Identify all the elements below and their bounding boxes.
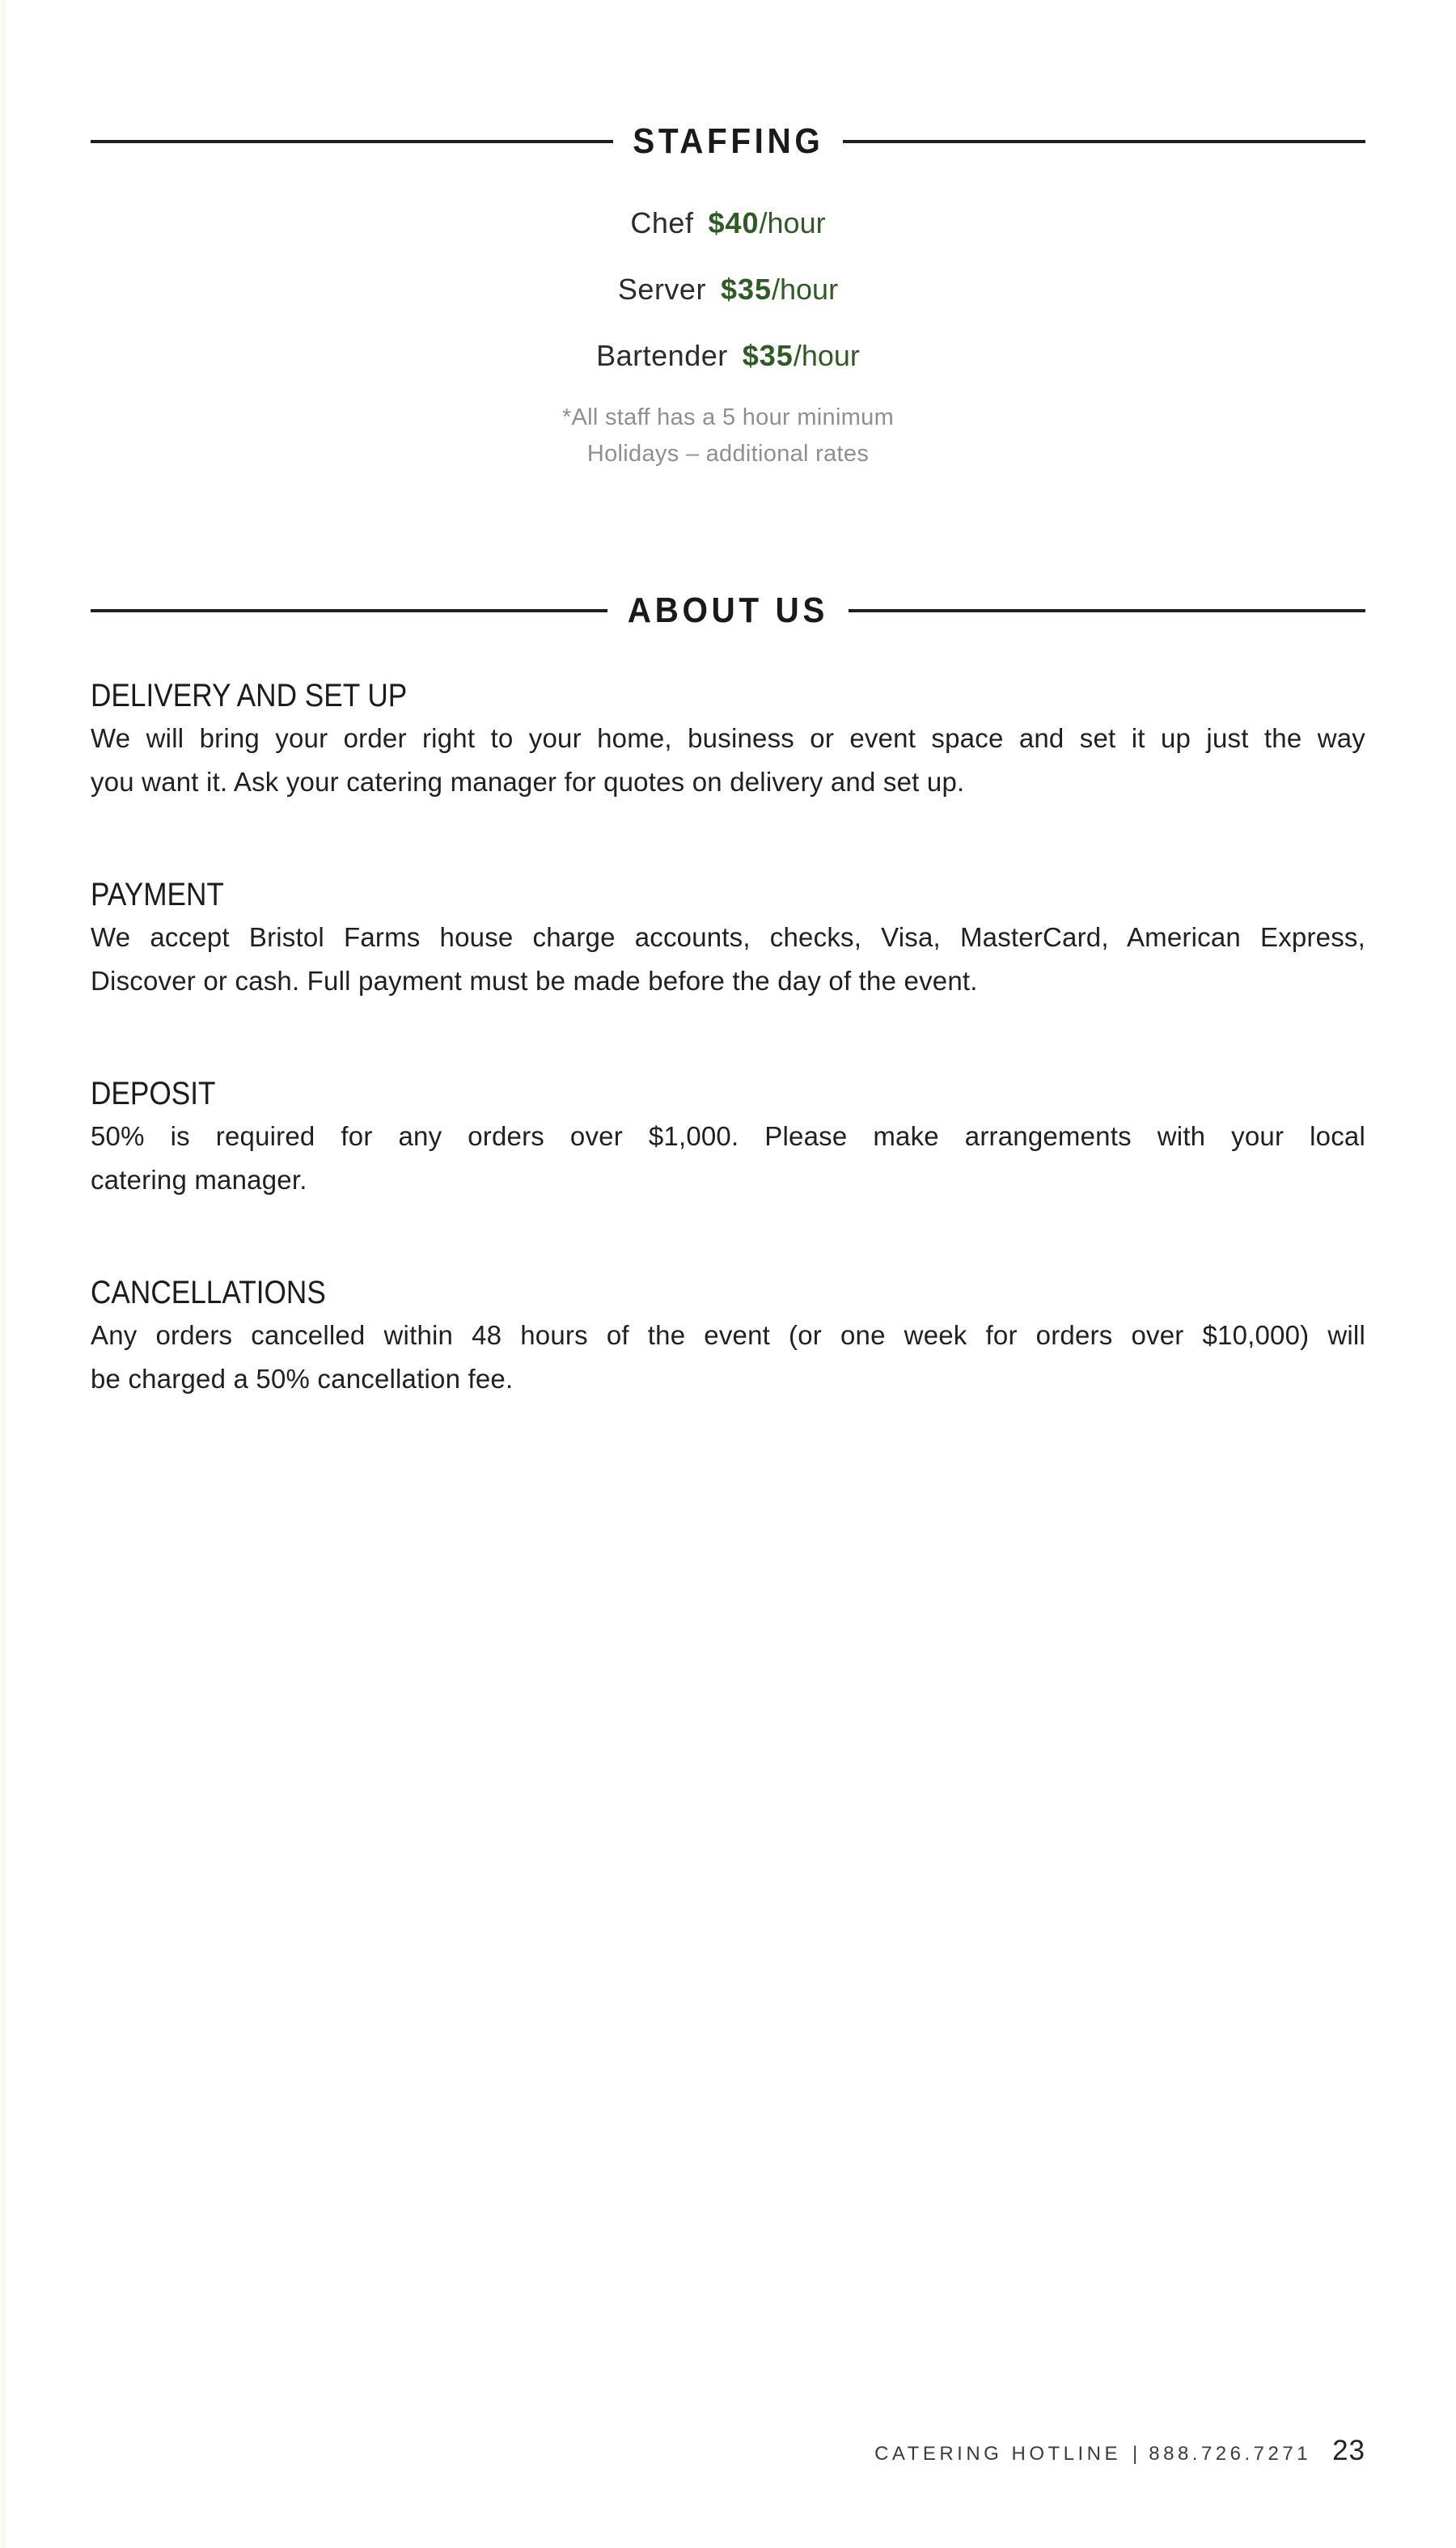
staff-row (91, 205, 1365, 242)
about-rule-right (849, 609, 1365, 612)
staff-price-unit: /hour (772, 273, 839, 306)
staffing-rule-left (91, 140, 613, 143)
body-line: Any orders cancelled within 48 hours of the event (or one week for orders over $10,000) will (91, 1320, 1365, 1350)
hotline-phone: 888.726.7271 (1149, 2443, 1312, 2465)
staff-role: Server (617, 273, 706, 306)
section-body (91, 916, 1365, 1003)
body-line: Discover or cash. Full payment must be made before the day of the event. (91, 966, 978, 996)
body-line: 50% is required for any orders over $1,000. Please make arrangements with your local (91, 1121, 1365, 1151)
about-us-header (91, 590, 1365, 631)
section-payment (91, 875, 1365, 1003)
section-heading-payment: PAYMENT (91, 877, 224, 912)
section-body (91, 1314, 1365, 1401)
staffing-rule-right (843, 140, 1365, 143)
about-rule-left (91, 609, 607, 612)
staff-row (91, 271, 1365, 308)
staff-price: $40 (708, 206, 760, 239)
staff-role: Bartender (596, 339, 728, 372)
body-line: We accept Bristol Farms house charge accounts, checks, Visa, MasterCard, American Express, (91, 922, 1365, 952)
body-line: catering manager. (91, 1165, 307, 1195)
catering-hotline (874, 2443, 1311, 2465)
staffing-footnote-holidays: Holidays – additional rates (586, 441, 870, 467)
staff-price-unit: /hour (759, 206, 826, 239)
staffing-title: STAFFING (632, 121, 824, 161)
section-body (91, 1115, 1365, 1202)
section-cancellations (91, 1273, 1365, 1401)
staff-price: $35 (742, 339, 794, 372)
about-us-title: ABOUT US (627, 590, 829, 630)
staff-row (91, 337, 1365, 375)
staffing-footnotes (91, 400, 1365, 472)
hotline-label: CATERING HOTLINE (874, 2443, 1122, 2465)
staffing-price-list (91, 205, 1365, 375)
section-heading-cancellations: CANCELLATIONS (91, 1275, 326, 1310)
hotline-separator: | (1132, 2443, 1138, 2465)
page-footer (874, 2435, 1365, 2467)
staff-role: Chef (630, 206, 694, 239)
page-number: 23 (1332, 2435, 1365, 2466)
staff-price: $35 (720, 273, 772, 306)
section-deposit (91, 1074, 1365, 1202)
page-edge-artifact (0, 0, 6, 2548)
section-heading-delivery: DELIVERY AND SET UP (91, 678, 408, 713)
body-line: be charged a 50% cancellation fee. (91, 1364, 514, 1394)
section-delivery-and-set-up (91, 676, 1365, 804)
page-content (0, 121, 1456, 1401)
body-line: We will bring your order right to your home, business or event space and set it up just the way (91, 723, 1365, 753)
staff-price-unit: /hour (793, 339, 860, 372)
section-heading-deposit: DEPOSIT (91, 1076, 216, 1111)
staffing-header (91, 121, 1365, 162)
section-body (91, 717, 1365, 804)
staffing-footnote-minimum: *All staff has a 5 hour minimum (561, 404, 895, 430)
body-line: you want it. Ask your catering manager for quotes on delivery and set up. (91, 767, 965, 797)
